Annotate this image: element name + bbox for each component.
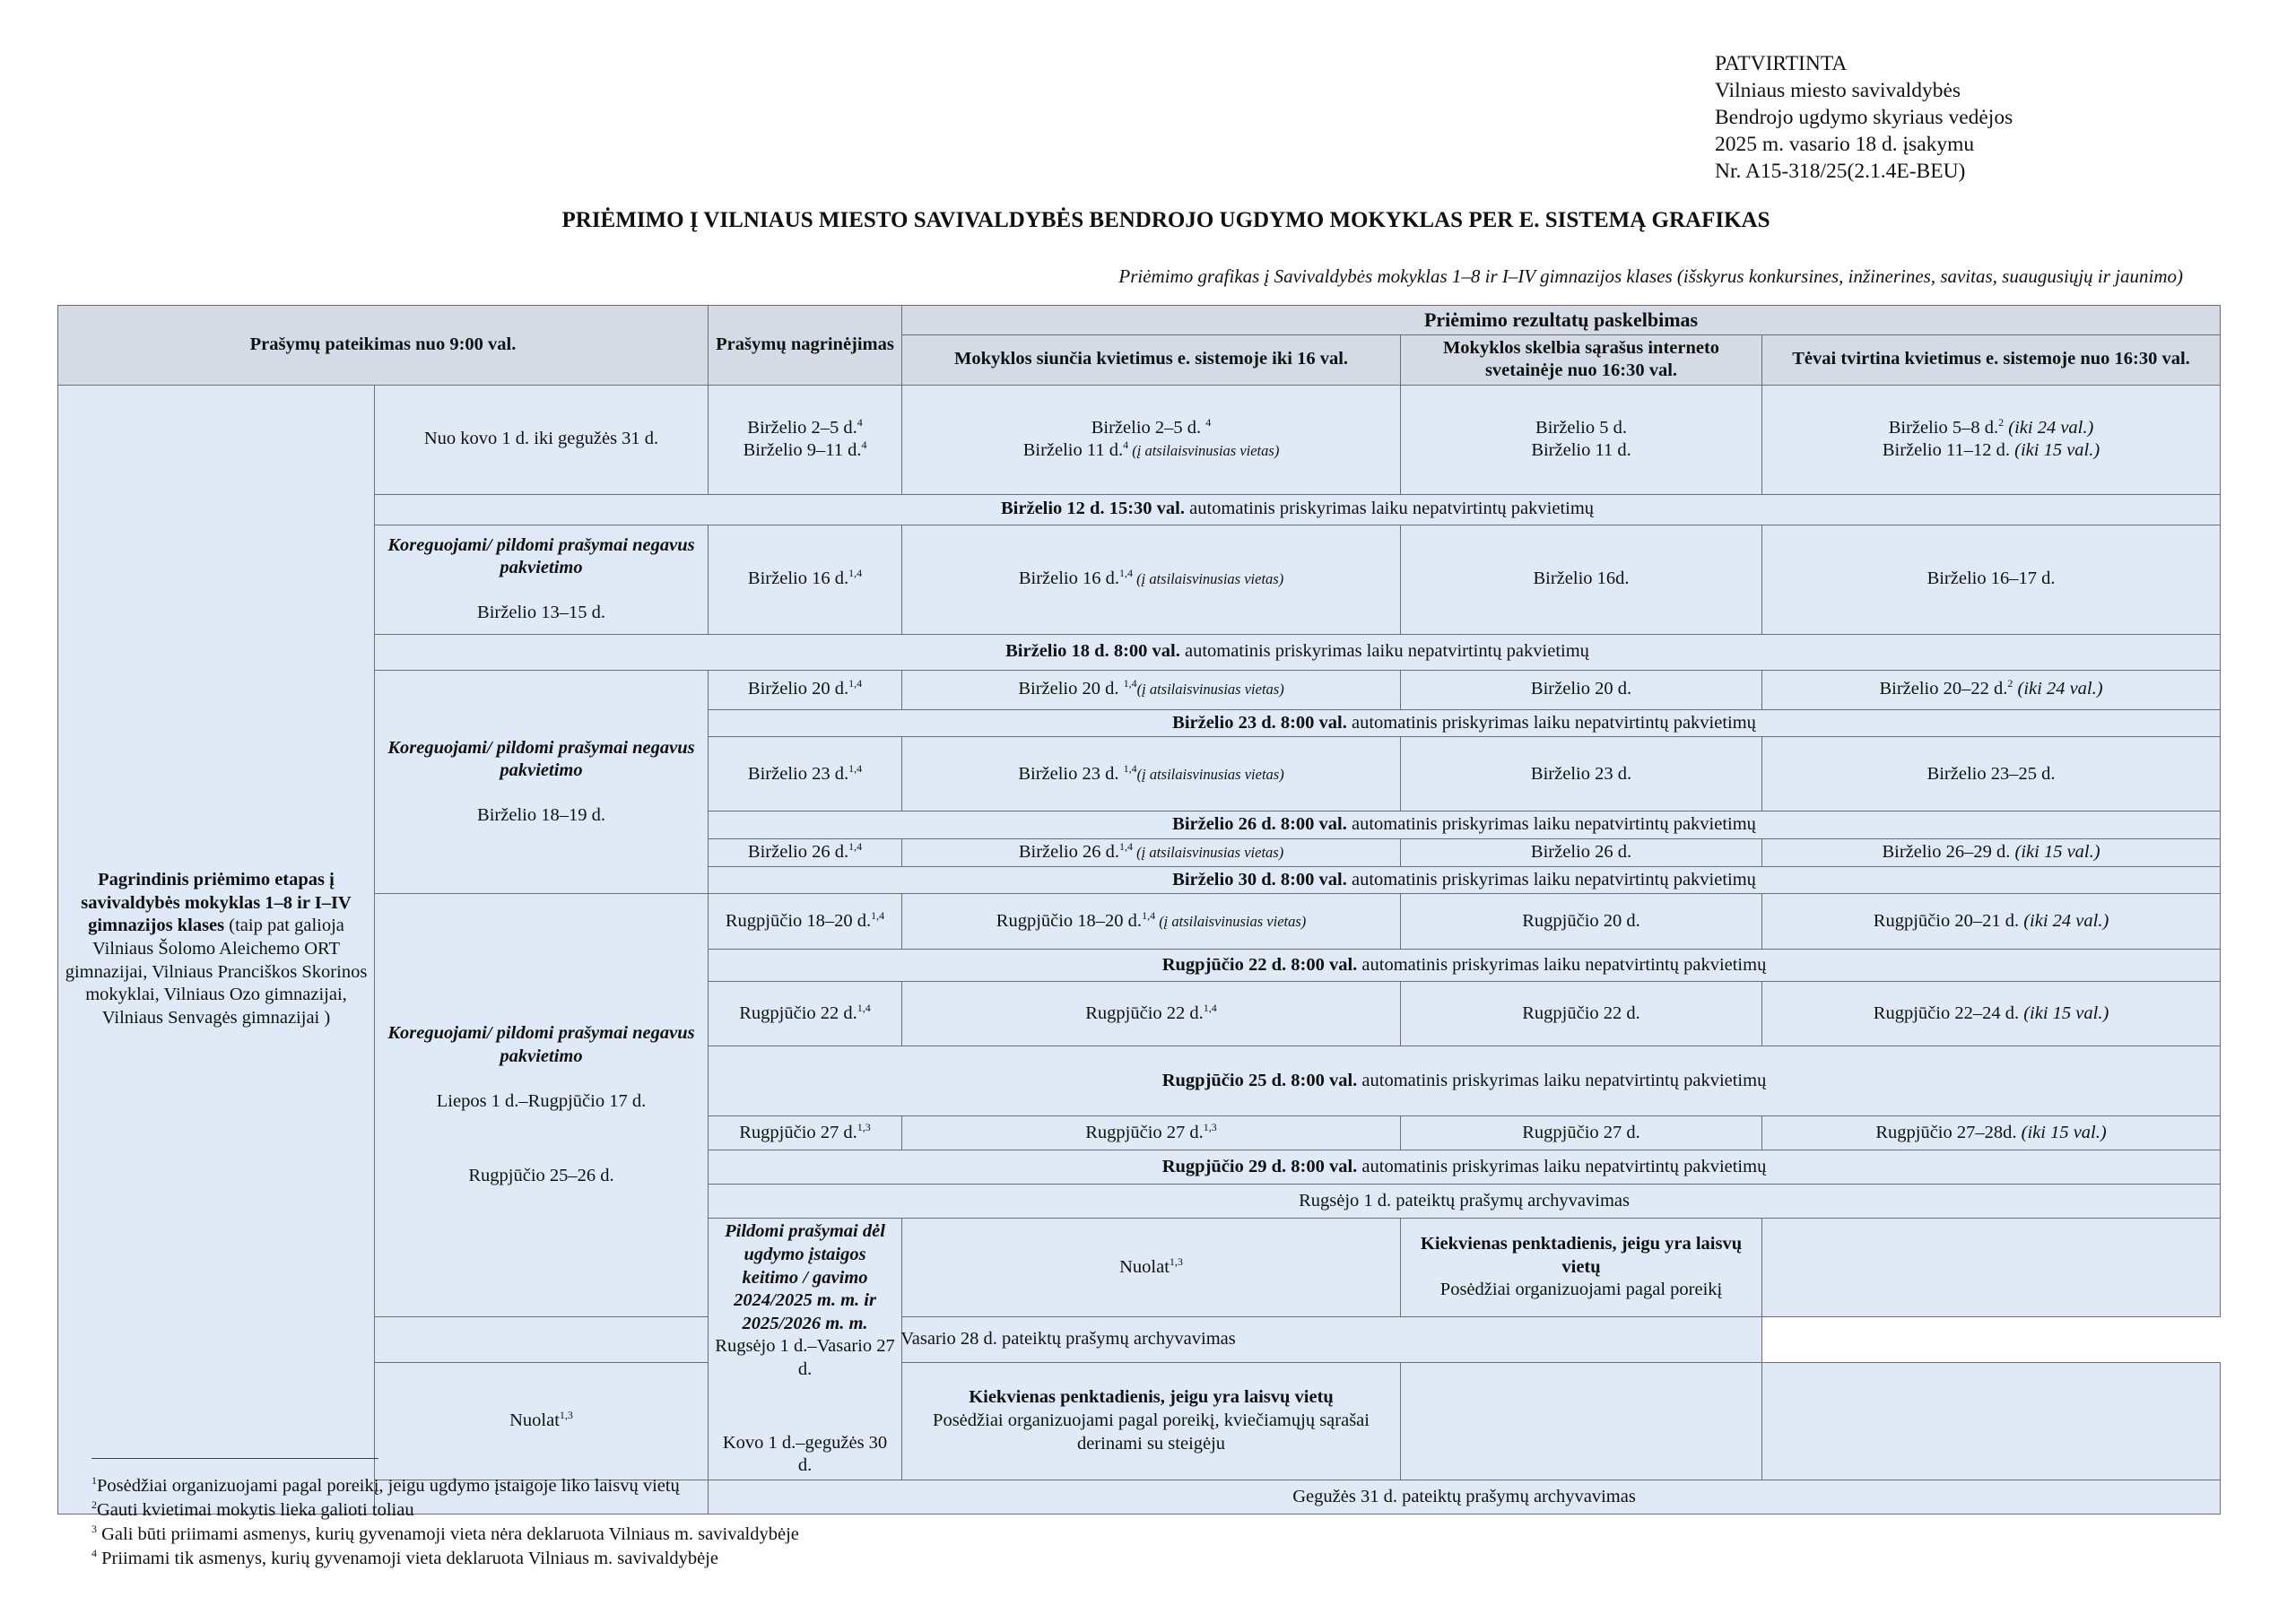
footnote: $^3$ Gali būti priimami asmenys, kurių gyvenamoji vieta nėra deklaruota Vilniaus m. savivaldybėje (91, 1523, 799, 1544)
approval-line: 2025 m. vasario 18 d. įsakymu (1715, 133, 1975, 156)
period-3: Koreguojami/ pildomi prašymai negavus pakvietimo Birželio 18–19 d. (375, 670, 709, 894)
document-title: PRIĖMIMO Į VILNIAUS MIESTO SAVIVALDYBĖS BENDROJO UGDYMO MOKYKLAS PER E. SISTEMĄ GRAFIKAS (561, 208, 1770, 232)
archive-row: Vasario 28 d. pateiktų prašymų archyvavimas (375, 1316, 1762, 1362)
lists-cell: Birželio 5 d. Birželio 11 d. (1401, 385, 1762, 494)
processing-cell: Birželio 23 d.$^{1,4}$ (709, 737, 902, 812)
period-2: Koreguojami/ pildomi prašymai negavus pakvietimo Birželio 13–15 d. (375, 525, 709, 634)
footnote: $^2$Gauti kvietimai mokytis lieka galioti toliau (91, 1498, 414, 1520)
auto-assign-row: Birželio 26 d. 8:00 val. automatinis priskyrimas laiku nepatvirtintų pakvietimų (709, 812, 2221, 839)
lists-cell: Birželio 20 d. (1401, 670, 1762, 709)
processing-cell: Rugpjūčio 27 d.$^{1,3}$ (709, 1116, 902, 1150)
lists-cell: Rugpjūčio 27 d. (1401, 1116, 1762, 1150)
approval-line: PATVIRTINTA (1715, 52, 1848, 75)
footnote-divider (91, 1458, 378, 1459)
invitations-cell: Rugpjūčio 18–20 d.$^{1,4}$ (į atsilaisvinusias vietas) (902, 894, 1401, 950)
processing-cell: Birželio 16 d.$^{1,4}$ (709, 525, 902, 634)
auto-assign-row: Birželio 30 d. 8:00 val. automatinis priskyrimas laiku nepatvirtintų pakvietimų (709, 866, 2221, 894)
invitations-cell: Kiekvienas penktadienis, jeigu yra laisvų vietų Posėdžiai organizuojami pagal poreikį, kviečiamųjų sąrašai derinami su steigėju (902, 1362, 1401, 1480)
period-1-dates: Nuo kovo 1 d. iki gegužės 31 d. (423, 429, 659, 449)
processing-cell: Birželio 2–5 d.$^4$ Birželio 9–11 d.$^4$ (709, 385, 902, 494)
period-1 (375, 385, 709, 494)
lists-cell: Rugpjūčio 20 d. (1401, 894, 1762, 950)
approval-line: Nr. A15-318/25(2.1.4E-BEU) (1715, 160, 1966, 183)
processing-cell: Nuolat$^{1,3}$ (375, 1362, 709, 1480)
lists-cell: Birželio 23 d. (1401, 737, 1762, 812)
lists-cell (1401, 1362, 1762, 1480)
confirm-cell (1762, 1362, 2221, 1480)
auto-assign-row: Birželio 23 d. 8:00 val. automatinis priskyrimas laiku nepatvirtintų pakvietimų (709, 709, 2221, 737)
invitations-cell: Birželio 23 d. $^{1,4}$(į atsilaisvinusias vietas) (902, 737, 1401, 812)
lists-cell: Rugpjūčio 22 d. (1401, 982, 1762, 1046)
header-confirm: Tėvai tvirtina kvietimus e. sistemoje nuo 16:30 val. (1762, 334, 2221, 385)
invitations-cell: Rugpjūčio 27 d.$^{1,3}$ (902, 1116, 1401, 1150)
processing-cell: Rugpjūčio 22 d.$^{1,4}$ (709, 982, 902, 1046)
header-submission: Prašymų pateikimas nuo 9:00 val. (58, 306, 709, 386)
header-processing: Prašymų nagrinėjimas (709, 306, 902, 386)
main-stage-title: Pagrindinis priėmimo etapas į savivaldybės mokyklas 1–8 ir I–IV gimnazijos klases (81, 870, 352, 936)
header-publication: Priėmimo rezultatų paskelbimas (902, 306, 2221, 335)
invitations-cell: Kiekvienas penktadienis, jeigu yra laisvų vietų Posėdžiai organizuojami pagal poreikį (1401, 1219, 1762, 1317)
footnote: $^4$ Priimami tik asmenys, kurių gyvenamoji vieta deklaruota Vilniaus m. savivaldybėje (91, 1547, 718, 1568)
invitations-cell: Birželio 16 d.$^{1,4}$ (į atsilaisvinusias vietas) (902, 525, 1401, 634)
invitations-cell: Birželio 26 d.$^{1,4}$ (į atsilaisvinusias vietas) (902, 839, 1401, 867)
confirm-cell: Rugpjūčio 27–28d. (iki 15 val.) (1762, 1116, 2221, 1150)
invitations-cell: Rugpjūčio 22 d.$^{1,4}$ (902, 982, 1401, 1046)
document-subtitle: Priėmimo grafikas į Savivaldybės mokyklas 1–8 ir I–IV gimnazijos klases (išskyrus konkursines, inžinerines, savitas, suaugusiųjų ir jaunimo) (1118, 265, 2183, 287)
lists-cell: Birželio 16d. (1401, 525, 1762, 634)
auto-assign-row: Rugpjūčio 22 d. 8:00 val. automatinis priskyrimas laiku nepatvirtintų pakvietimų (709, 950, 2221, 982)
archive-row: Rugsėjo 1 d. pateiktų prašymų archyvavimas (709, 1185, 2221, 1219)
confirm-cell: Rugpjūčio 20–21 d. (iki 24 val.) (1762, 894, 2221, 950)
main-stage-note: (taip pat galioja Vilniaus Šolomo Aleichemo ORT gimnazijai, Vilniaus Pranciškos Skorinos mokyklai, Vilniaus Ozo gimnazijai, Vilniaus Senvagės gimnazijai ) (65, 916, 368, 1028)
main-stage-cell (58, 385, 375, 1514)
processing-cell: Birželio 20 d.$^{1,4}$ (709, 670, 902, 709)
confirm-cell: Birželio 16–17 d. (1762, 525, 2221, 634)
auto-assign-row: Birželio 18 d. 8:00 val. automatinis priskyrimas laiku nepatvirtintų pakvietimų (375, 634, 2221, 670)
footnote: $^1$Posėdžiai organizuojami pagal poreikį, jeigu ugdymo įstaigoje liko laisvų vietų (91, 1474, 680, 1496)
approval-line: Vilniaus miesto savivaldybės (1715, 79, 1961, 102)
period-4: Koreguojami/ pildomi prašymai negavus pakvietimo Liepos 1 d.–Rugpjūčio 17 d. Rugpjūčio 25–26 d. (375, 894, 709, 1317)
footnotes (91, 1474, 799, 1571)
approval-block (1715, 50, 2013, 185)
invitations-cell: Birželio 2–5 d. $^4$ Birželio 11 d.$^4$ (į atsilaisvinusias vietas) (902, 385, 1401, 494)
auto-assign-row: Rugpjūčio 25 d. 8:00 val. automatinis priskyrimas laiku nepatvirtintų pakvietimų (709, 1046, 2221, 1116)
schedule-table (57, 305, 2221, 1515)
approval-line: Bendrojo ugdymo skyriaus vedėjos (1715, 106, 2013, 129)
processing-cell: Nuolat$^{1,3}$ (902, 1219, 1401, 1317)
header-lists: Mokyklos skelbia sąrašus interneto svetainėje nuo 16:30 val. (1401, 334, 1762, 385)
processing-cell: Rugpjūčio 18–20 d.$^{1,4}$ (709, 894, 902, 950)
confirm-cell: Birželio 26–29 d. (iki 15 val.) (1762, 839, 2221, 867)
period-5: Pildomi prašymai dėl ugdymo įstaigos keitimo / gavimo 2024/2025 m. m. ir 2025/2026 m. m. Rugsėjo 1 d.–Vasario 27 d. Kovo 1 d.–gegužės 30 d. (709, 1219, 902, 1480)
lists-cell: Birželio 26 d. (1401, 839, 1762, 867)
lists-cell (1762, 1219, 2221, 1317)
header-invitations: Mokyklos siunčia kvietimus e. sistemoje iki 16 val. (902, 334, 1401, 385)
confirm-cell: Birželio 23–25 d. (1762, 737, 2221, 812)
auto-assign-row: Birželio 12 d. 15:30 val. automatinis priskyrimas laiku nepatvirtintų pakvietimų (375, 494, 2221, 525)
confirm-cell: Birželio 5–8 d.$^2$ (iki 24 val.) Birželio 11–12 d. (iki 15 val.) (1762, 385, 2221, 494)
confirm-cell: Birželio 20–22 d.$^2$ (iki 24 val.) (1762, 670, 2221, 709)
archive-row: Gegužės 31 d. pateiktų prašymų archyvavimas (709, 1480, 2221, 1514)
processing-cell: Birželio 26 d.$^{1,4}$ (709, 839, 902, 867)
confirm-cell: Rugpjūčio 22–24 d. (iki 15 val.) (1762, 982, 2221, 1046)
auto-assign-row: Rugpjūčio 29 d. 8:00 val. automatinis priskyrimas laiku nepatvirtintų pakvietimų (709, 1150, 2221, 1185)
invitations-cell: Birželio 20 d. $^{1,4}$(į atsilaisvinusias vietas) (902, 670, 1401, 709)
